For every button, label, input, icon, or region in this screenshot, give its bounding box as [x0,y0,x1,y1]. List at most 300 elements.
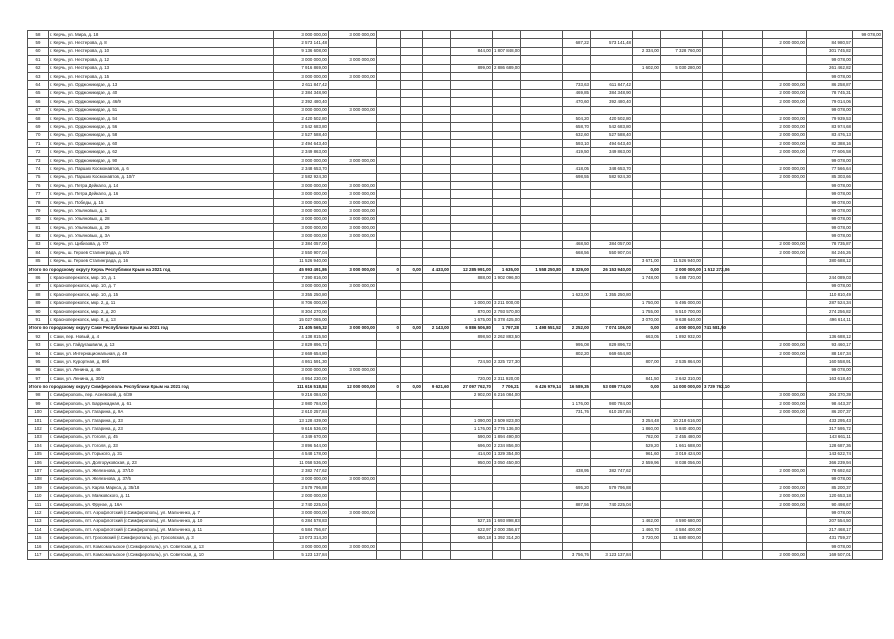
row-number-cell: 62 [28,64,49,72]
value-cell [377,232,401,240]
value-cell [853,89,883,97]
value-cell [853,190,883,198]
value-cell [591,215,633,223]
value-cell [521,282,563,290]
value-cell: 2 000 000,00 [763,39,807,47]
value-cell: 0,00 [401,265,423,273]
address-cell: г. Симферополь, ул. Маяковского, д. 11 [49,492,274,500]
value-cell: 496 614,11 [807,316,853,324]
value-cell [661,114,703,122]
value-cell [423,291,451,299]
value-cell: 4 584 400,00 [661,526,703,534]
address-cell: г. Керчь, ул. Парших Космонавтов, д. 6 [49,165,274,173]
address-cell: г. Симферополь, пгт. Аэрофлотский (г.Симферополь), ул. Мальченко, д. 11 [49,526,274,534]
value-cell [423,249,451,257]
value-cell [377,89,401,97]
value-cell [493,31,521,39]
value-cell: 380 688,12 [807,257,853,265]
value-cell [377,307,401,315]
value-cell [633,542,661,550]
value-cell [377,391,401,399]
value-cell [451,123,493,131]
value-cell: 3 000 000,00 [274,542,329,550]
value-cell [493,366,521,374]
row-number-cell: 112 [28,509,49,517]
value-cell [703,182,723,190]
value-cell: 2 573 141,48 [274,39,329,47]
value-cell: 610 257,84 [591,408,633,416]
value-cell: 2 669 654,80 [274,349,329,357]
value-cell: 414,00 [451,450,493,458]
value-cell [763,257,807,265]
value-cell: 3 254,48 [633,416,661,424]
value-cell [853,475,883,483]
value-cell [329,240,377,248]
value-cell [377,140,401,148]
value-cell [521,148,563,156]
value-cell [493,492,521,500]
value-cell: 3 000 000,00 [329,223,377,231]
value-cell [853,56,883,64]
row-number-cell: 113 [28,517,49,525]
value-cell: 1 675,00 [451,316,493,324]
value-cell [853,148,883,156]
value-cell: 802,20 [563,349,591,357]
value-cell [451,291,493,299]
value-cell [423,400,451,408]
row-number-cell: 80 [28,215,49,223]
address-cell: г. Симферополь, пгт. Грэсовский (г.Симферополь), ул. Грэсовская, д. 3 [49,534,274,542]
value-cell: 2 334,00 [633,47,661,55]
value-cell [423,223,451,231]
value-cell [703,282,723,290]
value-cell: 2 000 000,00 [763,484,807,492]
value-cell: 349 863,00 [591,148,633,156]
value-cell: 3 123 137,84 [591,551,633,559]
value-cell: 5 030 280,00 [661,64,703,72]
row-number-cell: 103 [28,433,49,441]
value-cell [723,190,763,198]
value-cell [723,400,763,408]
table-row [28,500,883,508]
value-cell [451,72,493,80]
value-cell: 2 000 000,00 [763,240,807,248]
address-cell: г. Керчь, ул. Нестерова, д. 12 [49,56,274,64]
value-cell [423,148,451,156]
value-cell [423,131,451,139]
value-cell [661,156,703,164]
value-cell [377,425,401,433]
table-row [28,190,883,198]
address-cell: г. Красноперекопск, мкр. 10, д. 15 [49,291,274,299]
value-cell [723,349,763,357]
value-cell: 3 000 000,00 [274,509,329,517]
value-cell: 4 954 230,00 [274,375,329,383]
value-cell [521,492,563,500]
value-cell [591,299,633,307]
value-cell: 2 740 225,04 [274,500,329,508]
value-cell: 99 078,00 [807,207,853,215]
value-cell: 687,22 [563,39,591,47]
value-cell [591,207,633,215]
value-cell: 0 [377,324,401,332]
value-cell: 632,60 [563,131,591,139]
row-number-cell: 105 [28,450,49,458]
value-cell: 3 000 000,00 [329,156,377,164]
value-cell [423,173,451,181]
value-cell: 2 579 796,88 [274,484,329,492]
value-cell [563,47,591,55]
value-cell [451,467,493,475]
value-cell [377,198,401,206]
value-cell [703,408,723,416]
value-cell: 1 090,00 [451,416,493,424]
table-row [28,106,883,114]
value-cell [703,450,723,458]
value-cell [401,425,423,433]
value-cell [451,148,493,156]
value-cell [493,257,521,265]
value-cell [423,316,451,324]
value-cell: 3 000 000,00 [274,207,329,215]
value-cell [563,416,591,424]
value-cell [723,500,763,508]
address-cell: г. Симферополь, ул. Гоголя, д. 45 [49,433,274,441]
value-cell: 2 000 000,00 [763,500,807,508]
value-cell: 3 000 000,00 [329,215,377,223]
value-cell: 1 860,00 [633,425,661,433]
value-cell [853,416,883,424]
value-cell [723,307,763,315]
value-cell [493,123,521,131]
row-number-cell: 115 [28,534,49,542]
value-cell [853,433,883,441]
value-cell [451,89,493,97]
value-cell [377,458,401,466]
value-cell [401,492,423,500]
value-cell [493,56,521,64]
value-cell [377,64,401,72]
value-cell: 1 661 688,00 [661,442,703,450]
value-cell [423,391,451,399]
row-number-cell: 100 [28,408,49,416]
value-cell [853,257,883,265]
table-row [28,89,883,97]
value-cell [493,198,521,206]
value-cell: 99 078,00 [853,31,883,39]
value-cell [723,72,763,80]
value-cell [723,526,763,534]
value-cell [853,274,883,282]
value-cell: 3 019 424,00 [661,450,703,458]
value-cell [493,156,521,164]
value-cell [377,517,401,525]
address-cell: г. Керчь, ш. Героев Сталинграда, д. 8/2 [49,249,274,257]
value-cell [329,534,377,542]
value-cell [329,458,377,466]
value-cell [763,291,807,299]
value-cell: 99 078,00 [807,72,853,80]
value-cell [723,89,763,97]
row-number-cell: 69 [28,123,49,131]
table-row [28,140,883,148]
row-number-cell: 76 [28,182,49,190]
value-cell: 0,00 [401,324,423,332]
value-cell [661,190,703,198]
value-cell [703,442,723,450]
value-cell [563,299,591,307]
value-cell [423,274,451,282]
value-cell [633,223,661,231]
value-cell [521,299,563,307]
value-cell: 7 916 869,00 [274,64,329,72]
value-cell [703,517,723,525]
value-cell [329,349,377,357]
value-cell [521,375,563,383]
value-cell [723,31,763,39]
value-cell: 110 810,49 [807,291,853,299]
value-cell: 99 078,00 [807,198,853,206]
value-cell: 3 000 000,00 [763,391,807,399]
value-cell [703,223,723,231]
row-number-cell: 84 [28,249,49,257]
value-cell: 88 167,34 [807,349,853,357]
value-cell [633,39,661,47]
value-cell: 85 200,37 [807,484,853,492]
value-cell [521,98,563,106]
value-cell [853,442,883,450]
row-number-cell: 85 [28,257,49,265]
value-cell [563,458,591,466]
value-cell: 2 559,96 [633,458,661,466]
value-cell [329,148,377,156]
value-cell [451,400,493,408]
value-cell [401,156,423,164]
value-cell [723,375,763,383]
value-cell [493,207,521,215]
value-cell: 2 000 000,00 [763,349,807,357]
value-cell: 419,50 [563,148,591,156]
value-cell [521,484,563,492]
value-cell [591,307,633,315]
value-cell [329,81,377,89]
value-cell [763,232,807,240]
value-cell [853,500,883,508]
value-cell [493,215,521,223]
value-cell: 111 616 518,84 [274,383,329,391]
value-cell [853,198,883,206]
value-cell [377,31,401,39]
value-cell [377,173,401,181]
row-number-cell: 96 [28,366,49,374]
value-cell [521,106,563,114]
value-cell: 99 078,00 [807,190,853,198]
row-number-cell: 116 [28,542,49,550]
value-cell: 0 [377,383,401,391]
value-cell [377,534,401,542]
value-cell [329,400,377,408]
value-cell [451,215,493,223]
value-cell [703,173,723,181]
value-cell: 1 176,00 [563,400,591,408]
value-cell: 2 000 000,00 [763,98,807,106]
row-number-cell: 58 [28,31,49,39]
table-row [28,56,883,64]
value-cell: 3 896 544,00 [274,442,329,450]
table-row [28,182,883,190]
address-cell: г. Саки, пер. Новый, д. 4 [49,333,274,341]
value-cell [563,31,591,39]
value-cell [661,232,703,240]
value-cell: 2 527 588,40 [274,131,329,139]
value-cell [703,64,723,72]
value-cell [377,509,401,517]
table-row [28,341,883,349]
value-cell: 99 078,00 [807,542,853,550]
value-cell [493,182,521,190]
value-cell [763,458,807,466]
value-cell [401,333,423,341]
value-cell: 3 000 000,00 [329,265,377,273]
value-cell: 733,63 [563,81,591,89]
value-cell [661,542,703,550]
value-cell [633,198,661,206]
value-cell [563,526,591,534]
value-cell [661,207,703,215]
value-cell [423,375,451,383]
value-cell [763,375,807,383]
row-number-cell: 66 [28,98,49,106]
value-cell [703,39,723,47]
value-cell: 82 388,16 [807,140,853,148]
value-cell [451,173,493,181]
value-cell: 348 653,70 [591,165,633,173]
value-cell [451,542,493,550]
value-cell [661,198,703,206]
value-cell [853,383,883,391]
value-cell [723,257,763,265]
address-cell: г. Саки, ул. Ленина, д. 46 [49,366,274,374]
value-cell [763,56,807,64]
row-number-cell: 93 [28,341,49,349]
value-cell [723,542,763,550]
value-cell: 384 348,90 [591,89,633,97]
value-cell [493,114,521,122]
table-row [28,215,883,223]
row-number-cell: 117 [28,551,49,559]
value-cell: 3 729 762,10 [703,383,723,391]
value-cell: 8 038 056,00 [661,458,703,466]
value-cell [723,391,763,399]
table-row [28,475,883,483]
value-cell [401,56,423,64]
value-cell [493,408,521,416]
value-cell [401,509,423,517]
value-cell [329,416,377,424]
value-cell [423,198,451,206]
value-cell [723,333,763,341]
value-cell: 1 748,00 [633,274,661,282]
value-cell [423,517,451,525]
value-cell [451,509,493,517]
value-cell [521,416,563,424]
value-cell [401,375,423,383]
value-cell [377,484,401,492]
value-cell [377,156,401,164]
value-cell [633,291,661,299]
total-label-cell: Итого по городскому округу Керчь Республики Крым на 2021 год [28,265,274,273]
value-cell: 1 176,00 [451,425,493,433]
row-number-cell: 108 [28,475,49,483]
value-cell [451,39,493,47]
value-cell: 5 488 720,00 [661,274,703,282]
row-number-cell: 104 [28,442,49,450]
value-cell [451,500,493,508]
value-cell: 366 239,94 [807,458,853,466]
total-label-cell: Итого по городскому округу Симферополь Республики Крым на 2021 год [28,383,274,391]
value-cell: 504,20 [563,114,591,122]
value-cell [377,114,401,122]
value-cell [401,450,423,458]
table-row [28,39,883,47]
table-row [28,165,883,173]
value-cell [423,408,451,416]
value-cell [451,131,493,139]
value-cell [807,265,853,273]
value-cell: 2 550 907,04 [274,249,329,257]
row-number-cell: 106 [28,458,49,466]
value-cell [377,165,401,173]
row-number-cell: 109 [28,484,49,492]
value-cell [853,509,883,517]
value-cell: 8 706 000,00 [274,299,329,307]
value-cell [703,215,723,223]
value-cell [723,198,763,206]
value-cell [853,551,883,559]
value-cell [329,358,377,366]
value-cell: 2 262 883,50 [493,333,521,341]
value-cell: 26 153 940,00 [591,265,633,273]
row-number-cell: 61 [28,56,49,64]
value-cell: 5 510 700,00 [661,307,703,315]
value-cell [521,458,563,466]
value-cell [763,182,807,190]
value-cell: 622,97 [451,526,493,534]
value-cell [703,190,723,198]
value-cell [633,131,661,139]
value-cell: 11 680 800,00 [661,534,703,542]
value-cell [451,349,493,357]
address-cell: г. Керчь, ул. Нестерова, д. 10 [49,47,274,55]
value-cell [703,31,723,39]
value-cell: 169 507,01 [807,551,853,559]
value-cell [633,106,661,114]
value-cell: 2 000 000,00 [763,148,807,156]
row-number-cell: 78 [28,198,49,206]
value-cell: 3 000 000,00 [329,182,377,190]
value-cell: 21 405 565,32 [274,324,329,332]
value-cell [377,408,401,416]
value-cell: 1 512 272,06 [703,265,723,273]
value-cell: 2 829 896,72 [274,341,329,349]
value-cell: 99 078,00 [807,223,853,231]
value-cell: 0,00 [633,265,661,273]
value-cell: 2 582 924,30 [274,173,329,181]
value-cell [661,240,703,248]
value-cell: 99 078,00 [807,509,853,517]
value-cell [377,341,401,349]
value-cell [521,114,563,122]
